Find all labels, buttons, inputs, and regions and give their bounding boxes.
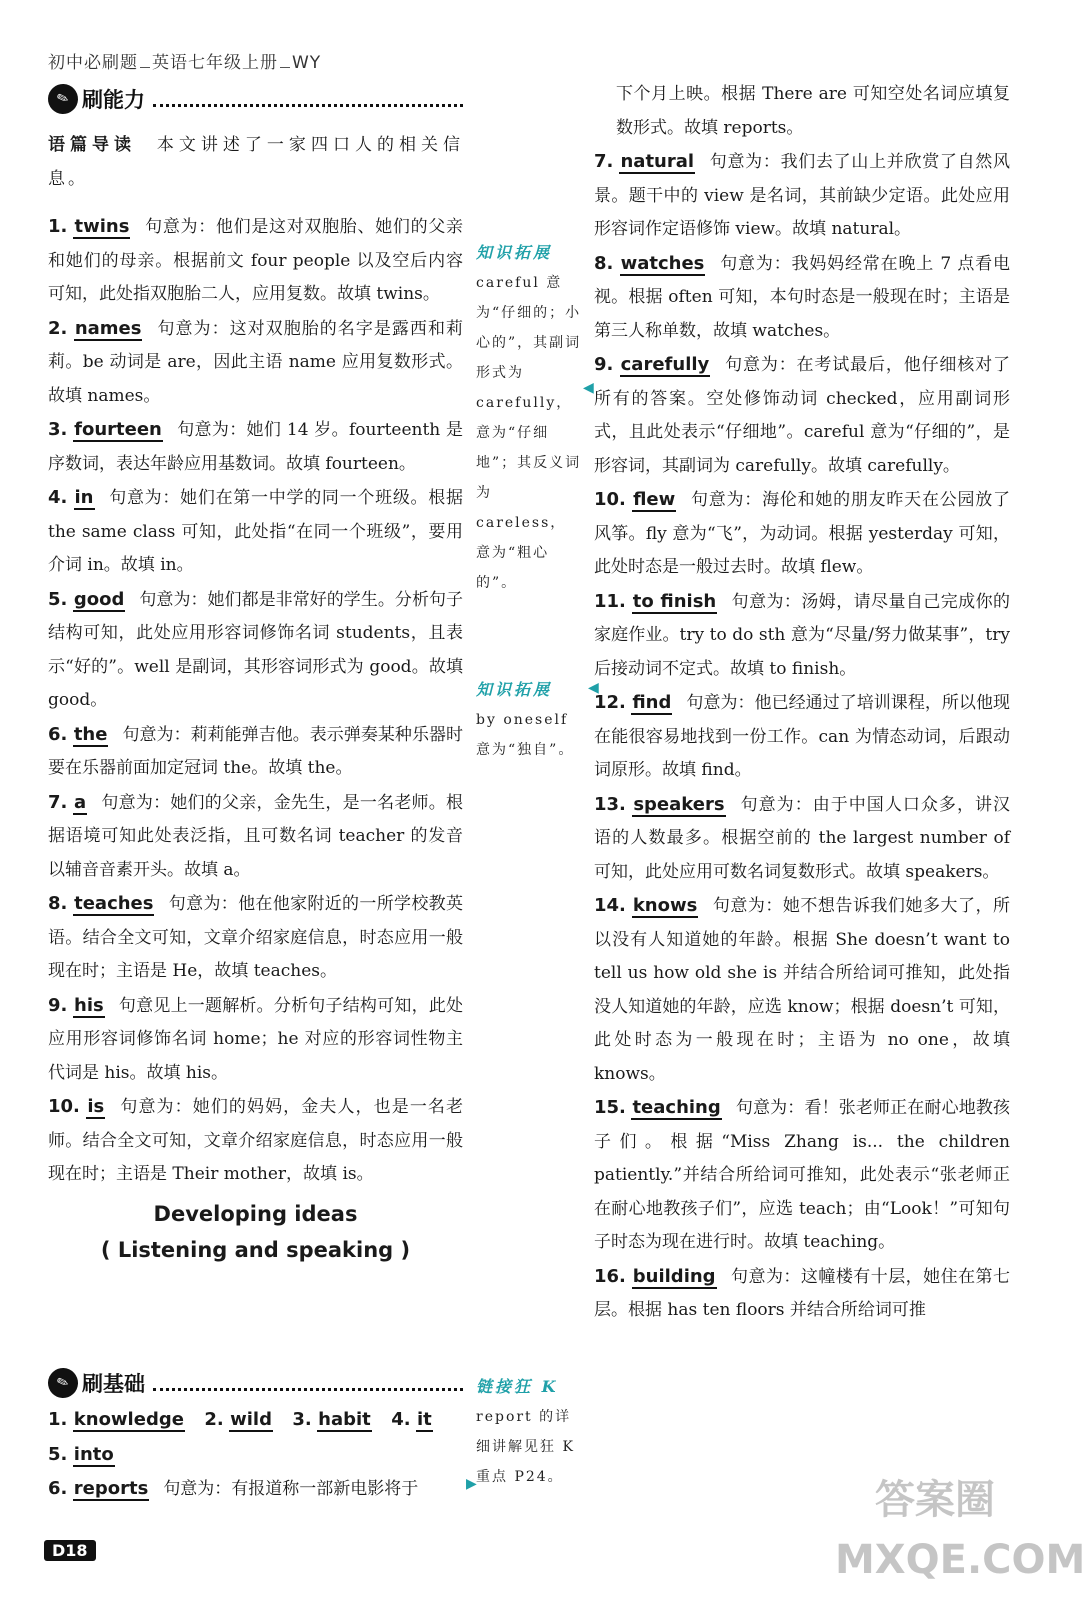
dotted-divider bbox=[153, 1376, 463, 1391]
answer-item bbox=[594, 788, 1010, 890]
item-number: 14. bbox=[594, 895, 626, 916]
right-column bbox=[594, 78, 1010, 1328]
intro-label: 语篇导读 bbox=[48, 135, 137, 155]
answer-word: it bbox=[416, 1409, 432, 1430]
answer-item bbox=[48, 786, 463, 888]
answer-word: a bbox=[74, 791, 87, 813]
item-number: 3. bbox=[48, 419, 68, 440]
sidenote-title: 知识拓展 bbox=[476, 243, 553, 262]
item-number: 4. bbox=[48, 487, 68, 508]
answer-word: wild bbox=[230, 1409, 272, 1430]
answer-word: carefully bbox=[620, 354, 710, 375]
item-number: 11. bbox=[594, 590, 626, 612]
answer-item bbox=[48, 583, 463, 718]
item-number: 1. bbox=[48, 1409, 68, 1430]
answer-word: natural bbox=[620, 151, 695, 172]
item-number: 13. bbox=[594, 793, 626, 815]
item-number: 2. bbox=[204, 1409, 224, 1430]
sidenote-2 bbox=[476, 675, 588, 765]
item-number: 10. bbox=[594, 489, 626, 510]
item-number: 9. bbox=[594, 354, 614, 375]
edition: WY bbox=[292, 53, 322, 73]
running-header bbox=[48, 48, 321, 73]
sidenote-3 bbox=[476, 1372, 582, 1492]
explanation-text: 句意为：她们在第一中学的同一个班级。根据 the same class 可知，此处指“在同一个班级”，要用介词 in。故填 in。 bbox=[48, 488, 464, 575]
answer-word: find bbox=[632, 692, 672, 713]
item-number: 16. bbox=[594, 1265, 626, 1287]
item-number: 12. bbox=[594, 692, 626, 713]
item-number: 5. bbox=[48, 1443, 68, 1465]
watermark-logo: 答案圈 MXQE.COM bbox=[835, 1477, 1085, 1583]
explanation-text: 句意为：她们的父亲，金先生，是一名老师。根据语境可知此处表泛指，且可数名词 teacher 的发音以辅音音素开头。故填 a。 bbox=[48, 792, 464, 880]
answer-item bbox=[594, 1260, 1010, 1328]
item-number: 3. bbox=[292, 1409, 312, 1430]
subject-name: 英语七年级上册 bbox=[152, 53, 278, 73]
answer-item bbox=[48, 210, 463, 312]
sidenote-text: report 的详细讲解见狂 K 重点 P24。 bbox=[476, 1409, 575, 1485]
section-basics bbox=[48, 1368, 463, 1398]
section-basics-label: 刷基础 bbox=[82, 1372, 145, 1396]
explanation-text: 句意为：看！张老师正在耐心地教孩子们。根据“Miss Zhang is... the children patiently.”并结合所给词可推知，此处表示“张老师正在耐心地教孩子们”，应选 teach；由“Look！”可知句子时态为现在进行时。故填 teaching。 bbox=[594, 1098, 1010, 1252]
basics-answers bbox=[48, 1403, 468, 1507]
basics-line-2 bbox=[48, 1438, 468, 1473]
brush-icon: ✎ bbox=[44, 1364, 82, 1402]
answer-item bbox=[48, 413, 463, 481]
basics-line-3 bbox=[48, 1472, 468, 1507]
item-number: 7. bbox=[594, 151, 614, 172]
answer-word: is bbox=[87, 1096, 105, 1117]
explanation-text: 句意为：由于中国人口众多，讲汉语的人数最多。根据空前的 the largest number of 可知，此处应用可数名词复数形式。故填 speakers。 bbox=[594, 794, 1011, 882]
explanation-text: 句意为：他们是这对双胞胎、她们的父亲和她们的母亲。根据前文 four people 以及空后内容可知，此处指双胞胎二人，应用复数。故填 twins。 bbox=[48, 217, 464, 304]
explanation-text: 句意为：她们 14 岁。fourteenth 是序数词，表达年龄应用基数词。故填 fourteen。 bbox=[48, 420, 463, 474]
answer-word: in bbox=[74, 487, 94, 508]
answer-item bbox=[594, 1091, 1010, 1260]
explanation-text: 句意为：在考试最后，他仔细核对了所有的答案。空处修饰动词 checked，应用副词形式，且此处表示“仔细地”。careful 意为“仔细的”，是形容词，其副词为 carefully。故填 carefully。 bbox=[594, 355, 1011, 476]
item-number: 8. bbox=[594, 252, 614, 274]
item-number: 5. bbox=[48, 588, 68, 610]
explanation-text: 句意为：汤姆，请尽量自己完成你的家庭作业。try to do sth 意为“尽量/努力做某事”，try 后接动词不定式。故填 to finish。 bbox=[594, 591, 1010, 679]
continued-explanation: 下个月上映。根据 There are 可知空处名词应填复数形式。故填 reports。 bbox=[616, 84, 1010, 138]
left-column bbox=[48, 128, 463, 1268]
answer-item bbox=[594, 686, 1010, 788]
sidenote-text: by oneself 意为“独自”。 bbox=[476, 712, 575, 758]
book-name: 初中必刷题 bbox=[48, 53, 138, 73]
explanation-text: 句意为：有报道称一部新电影将于 bbox=[163, 1479, 419, 1499]
item-number: 10. bbox=[48, 1096, 80, 1117]
answer-word: to finish bbox=[632, 590, 717, 612]
page-number: D18 bbox=[44, 1540, 96, 1561]
reading-intro bbox=[48, 128, 463, 196]
explanation-text: 句意为：他已经通过了培训课程，所以他现在能很容易地找到一份工作。can 为情态动词，后跟动词原形。故填 find。 bbox=[594, 693, 1010, 780]
answer-word: building bbox=[632, 1265, 716, 1287]
answer-word: teaching bbox=[632, 1097, 721, 1118]
answer-word: fourteen bbox=[74, 419, 162, 440]
answer-word: watches bbox=[620, 252, 705, 274]
basics-line-1 bbox=[48, 1403, 468, 1438]
answer-item bbox=[48, 989, 463, 1091]
answer-item bbox=[594, 247, 1010, 349]
explanation-text: 句意为：这对双胞胎的名字是露西和莉莉。be 动词是 are，因此主语 name 应用复数形式。故填 names。 bbox=[48, 318, 463, 406]
answer-item bbox=[594, 145, 1010, 247]
sidenote-title: 链接狂 K bbox=[476, 1377, 559, 1396]
brush-icon: ✎ bbox=[44, 80, 82, 118]
answer-word: twins bbox=[74, 216, 130, 237]
item-number: 6. bbox=[48, 1478, 68, 1499]
answer-word: his bbox=[74, 994, 104, 1016]
answer-item bbox=[48, 718, 463, 786]
explanation-text: 句意为：她们的妈妈，金夫人，也是一名老师。结合全文可知，文章介绍家庭信息，时态应用一般现在时；主语是 Their mother，故填 is。 bbox=[48, 1097, 464, 1184]
sidenote-text: careful 意为“仔细的；小心的”，其副词形式为 carefully，意为“仔细地”；其反义词为 careless，意为“粗心的”。 bbox=[476, 275, 582, 591]
answer-word: flew bbox=[633, 489, 676, 510]
item-number: 7. bbox=[48, 791, 68, 813]
intro-text: 本文讲述了一家四口人的相关信息。 bbox=[48, 135, 464, 189]
answer-item bbox=[48, 1090, 463, 1192]
subheading-line2: ( Listening and speaking ) bbox=[100, 1237, 411, 1262]
answer-item bbox=[48, 312, 463, 414]
answer-word: names bbox=[74, 317, 142, 339]
item-number: 9. bbox=[48, 994, 68, 1016]
sidenote-title: 知识拓展 bbox=[476, 680, 553, 699]
answer-word: knowledge bbox=[73, 1409, 184, 1430]
answer-word: the bbox=[73, 723, 108, 745]
explanation-text: 句意为：她们都是非常好的学生。分析句子结构可知，此处应用形容词修饰名词 students，且表示“好的”。well 是副词，其形容词形式为 good。故填 good。 bbox=[48, 589, 464, 710]
explanation-text: 句意见上一题解析。分析句子结构可知，此处应用形容词修饰名词 home；he 对应的形容词性物主代词是 his。故填 his。 bbox=[48, 995, 464, 1083]
answer-item bbox=[594, 585, 1010, 687]
explanation-text: 句意为：这幢楼有十层，她住在第七层。根据 has ten floors 并结合所给词可推 bbox=[594, 1266, 1011, 1320]
answer-word: speakers bbox=[633, 793, 725, 815]
answer-word: knows bbox=[632, 895, 698, 916]
item-number: 8. bbox=[48, 893, 68, 914]
item-number: 2. bbox=[48, 317, 68, 339]
answer-item bbox=[48, 481, 463, 583]
item-number: 4. bbox=[391, 1409, 411, 1430]
explanation-text: 句意为：我妈妈经常在晚上 7 点看电视。根据 often 可知，本句时态是一般现在时；主语是第三人称单数，故填 watches。 bbox=[594, 253, 1011, 341]
item-number: 6. bbox=[48, 723, 68, 745]
section-practice bbox=[48, 84, 463, 114]
subheading-line1: Developing ideas bbox=[153, 1201, 358, 1226]
dotted-divider bbox=[153, 92, 463, 107]
answer-item bbox=[594, 483, 1010, 585]
right-answer-list bbox=[594, 145, 1010, 1328]
explanation-text: 句意为：他在他家附近的一所学校教英语。结合全文可知，文章介绍家庭信息，时态应用一般现在时；主语是 He，故填 teaches。 bbox=[48, 894, 464, 981]
pointer-arrow-icon: ◀ bbox=[588, 680, 599, 696]
sidenote-1 bbox=[476, 238, 582, 598]
answer-item bbox=[48, 887, 463, 989]
item-number: 15. bbox=[594, 1097, 626, 1118]
item-number: 1. bbox=[48, 216, 68, 237]
left-answer-list bbox=[48, 210, 463, 1192]
answer-item bbox=[594, 889, 1010, 1091]
answer-item bbox=[594, 348, 1010, 483]
explanation-text: 句意为：她不想告诉我们她多大了，所以没有人知道她的年龄。根据 She doesn’t want to tell us how old she is 并结合所给词可推知，此处指没人知道她的年龄，应选 know；根据 doesn’t 可知，此处时态为一般现在时；主语为 no one，故填 knows。 bbox=[594, 896, 1011, 1084]
answer-word: into bbox=[73, 1443, 114, 1465]
answer-word: teaches bbox=[74, 893, 154, 914]
explanation-text: 句意为：海伦和她的朋友昨天在公园放了风筝。fly 意为“飞”，为动词。根据 yesterday 可知，此处时态是一般过去时。故填 flew。 bbox=[594, 490, 1011, 577]
pointer-arrow-icon: ▶ bbox=[466, 1476, 477, 1492]
answer-word: good bbox=[73, 588, 125, 610]
pointer-arrow-icon: ◀ bbox=[583, 380, 594, 396]
answer-word: reports bbox=[73, 1478, 149, 1499]
section-practice-label: 刷能力 bbox=[82, 88, 145, 112]
explanation-text: 句意为：我们去了山上并欣赏了自然风景。题干中的 view 是名词，其前缺少定语。此处应用形容词作定语修饰 view。故填 natural。 bbox=[594, 152, 1011, 239]
answer-word: habit bbox=[318, 1409, 371, 1430]
explanation-text: 句意为：莉莉能弹吉他。表示弹奏某种乐器时要在乐器前面加定冠词 the。故填 the。 bbox=[48, 724, 464, 778]
